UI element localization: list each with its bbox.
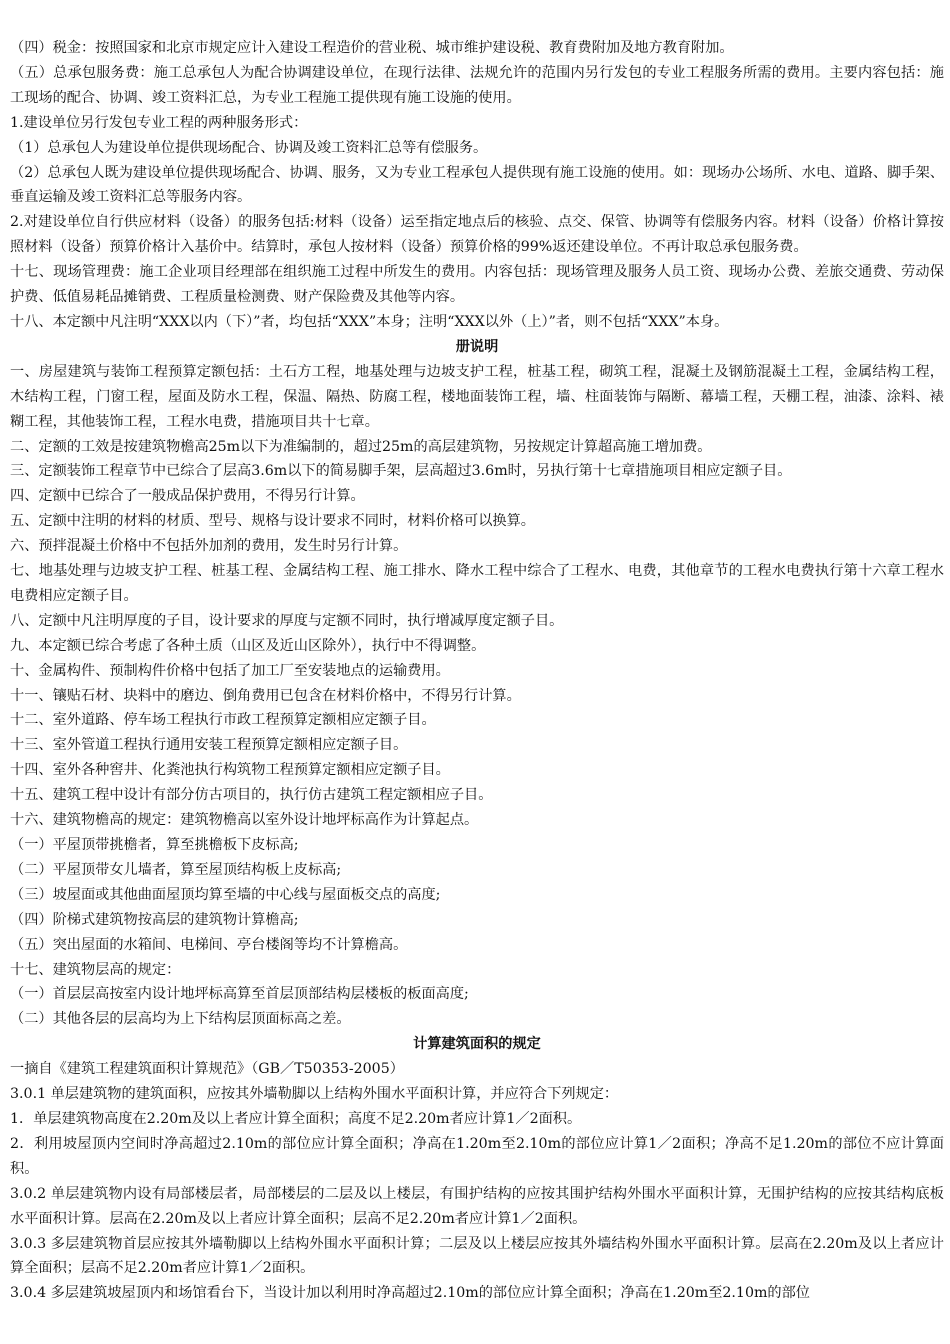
paragraph: 六、预拌混凝土价格中不包括外加剂的费用，发生时另行计算。 (10, 538, 408, 555)
section-heading: 计算建筑面积的规定 (413, 1036, 541, 1053)
paragraph: 九、本定额已综合考虑了各种土质（山区及近山区除外），执行中不得调整。 (10, 637, 486, 654)
paragraph: 一、房屋建筑与装饰工程预算定额包括：土石方工程，地基处理与边坡支护工程，桩基工程，砌筑工程，混凝土及钢筋混凝土工程，金属结构工程，木结构工程，门窗工程，屋面及防水工程，保温、隔热、防腐工程，楼地面装饰工程，墙、柱面装饰与隔断、幕墙工程，天棚工程，油漆、涂料、裱糊工程，其他装饰工程，工程水电费，措施项目共十七章。 (10, 363, 944, 430)
paragraph: （五）突出屋面的水箱间、电梯间、亭台楼阁等均不计算檐高。 (10, 936, 408, 953)
paragraph: 十七、现场管理费：施工企业项目经理部在组织施工过程中所发生的费用。内容包括：现场管理及服务人员工资、现场办公费、差旅交通费、劳动保护费、低值易耗品摊销费、工程质量检测费、财产保险费及其他等内容。 (10, 264, 944, 306)
paragraph: 八、定额中凡注明厚度的子目，设计要求的厚度与定额不同时，执行增减厚度定额子目。 (10, 612, 564, 629)
paragraph: （三）坡屋面或其他曲面屋顶均算至墙的中心线与屋面板交点的高度; (10, 886, 441, 903)
paragraph: 十三、室外管道工程执行通用安装工程预算定额相应定额子目。 (10, 737, 408, 754)
paragraph: 十四、室外各种窖井、化粪池执行构筑物工程预算定额相应定额子目。 (10, 762, 450, 779)
paragraph: 3.0.2 单层建筑物内设有局部楼层者，局部楼层的二层及以上楼层，有围护结构的应按其围护结构外围水平面积计算，无围护结构的应按其结构底板水平面积计算。层高在2.20m及以上者应计算全面积；层高不足2.20m者应计算1／2面积。 (10, 1185, 944, 1227)
paragraph: 2．利用坡屋顶内空间时净高超过2.10m的部位应计算全面积；净高在1.20m至2.10m的部位应计算1／2面积；净高不足1.20m的部位不应计算面积。 (10, 1135, 944, 1177)
paragraph: 3.0.3 多层建筑物首层应按其外墙勒脚以上结构外围水平面积计算；二层及以上楼层应按其外墙结构外围水平面积计算。层高在2.20m及以上者应计算全面积；层高不足2.20m者应计算1／2面积。 (10, 1235, 944, 1277)
paragraph: 十二、室外道路、停车场工程执行市政工程预算定额相应定额子目。 (10, 712, 436, 729)
paragraph: 3.0.1 单层建筑物的建筑面积，应按其外墙勒脚以上结构外围水平面积计算，并应符合下列规定： (10, 1086, 619, 1103)
paragraph: 一摘自《建筑工程建筑面积计算规范》（GB／T50353-2005） (10, 1061, 404, 1078)
paragraph: （二）其他各层的层高均为上下结构层顶面标高之差。 (10, 1011, 351, 1028)
paragraph: （一）首层层高按室内设计地坪标高算至首层顶部结构层楼板的板面高度; (10, 986, 469, 1003)
paragraph: 十八、本定额中凡注明“XXX以内（下）”者，均包括“XXX”本身；注明“XXX以外（上）”者，则不包括“XXX”本身。 (10, 313, 729, 330)
paragraph: （1）总承包人为建设单位提供现场配合、协调及竣工资料汇总等有偿服务。 (10, 139, 488, 156)
paragraph: 1.建设单位另行发包专业工程的两种服务形式： (10, 114, 308, 131)
section-heading: 册说明 (455, 338, 499, 355)
paragraph: 二、定额的工效是按建筑物檐高25m以下为准编制的，超过25m的高层建筑物，另按规定计算超高施工增加费。 (10, 438, 712, 455)
paragraph: 2.对建设单位自行供应材料（设备）的服务包括:材料（设备）运至指定地点后的核验、点交、保管、协调等有偿服务内容。材料（设备）价格计算按照材料（设备）预算价格计入基价中。结算时，承包人按材料（设备）预算价格的99%返还建设单位。不再计取总承包服务费。 (10, 214, 944, 256)
paragraph: （四）税金：按照国家和北京市规定应计入建设工程造价的营业税、城市维护建设税、教育费附加及地方教育附加。 (10, 40, 734, 56)
building-area-rules-section (10, 1032, 944, 1306)
fee-section (10, 36, 944, 335)
volume-notes-section (10, 335, 944, 1032)
paragraph: （四）阶梯式建筑物按高层的建筑物计算檐高; (10, 911, 299, 928)
paragraph: 七、地基处理与边坡支护工程、桩基工程、金属结构工程、施工排水、降水工程中综合了工程水、电费，其他章节的工程水电费执行第十六章工程水电费相应定额子目。 (10, 563, 944, 604)
paragraph: 十、金属构件、预制构件价格中包括了加工厂至安装地点的运输费用。 (10, 662, 450, 679)
paragraph: 3.0.4 多层建筑坡屋顶内和场馆看台下，当设计加以利用时净高超过2.10m的部位应计算全面积；净高在1.20m至2.10m的部位 (10, 1285, 810, 1302)
paragraph: 十六、建筑物檐高的规定：建筑物檐高以室外设计地坪标高作为计算起点。 (10, 812, 479, 829)
paragraph: 五、定额中注明的材料的材质、型号、规格与设计要求不同时，材料价格可以换算。 (10, 513, 535, 530)
paragraph: 四、定额中已综合了一般成品保护费用，不得另行计算。 (10, 488, 365, 505)
paragraph: （2）总承包人既为建设单位提供现场配合、协调、服务，又为专业工程承包人提供现有施工设施的使用。如：现场办公场所、水电、道路、脚手架、垂直运输及竣工资料汇总等服务内容。 (10, 164, 944, 206)
paragraph: 1．单层建筑物高度在2.20m及以上者应计算全面积；高度不足2.20m者应计算1／2面积。 (10, 1110, 582, 1127)
paragraph: （五）总承包服务费：施工总承包人为配合协调建设单位，在现行法律、法规允许的范围内另行发包的专业工程服务所需的费用。主要内容包括：施工现场的配合、协调、竣工资料汇总，为专业工程施工提供现有施工设施的使用。 (10, 64, 944, 106)
paragraph: 十一、镶贴石材、块料中的磨边、倒角费用已包含在材料价格中，不得另行计算。 (10, 687, 521, 704)
paragraph: 三、定额装饰工程章节中已综合了层高3.6m以下的简易脚手架，层高超过3.6m时，另执行第十七章措施项目相应定额子目。 (10, 463, 792, 480)
paragraph: （二）平屋顶带女儿墙者，算至屋顶结构板上皮标高; (10, 861, 342, 878)
paragraph: 十五、建筑工程中设计有部分仿古项目的，执行仿古建筑工程定额相应子目。 (10, 787, 493, 804)
paragraph: （一）平屋顶带挑檐者，算至挑檐板下皮标高; (10, 837, 299, 853)
paragraph: 十七、建筑物层高的规定： (10, 961, 181, 978)
